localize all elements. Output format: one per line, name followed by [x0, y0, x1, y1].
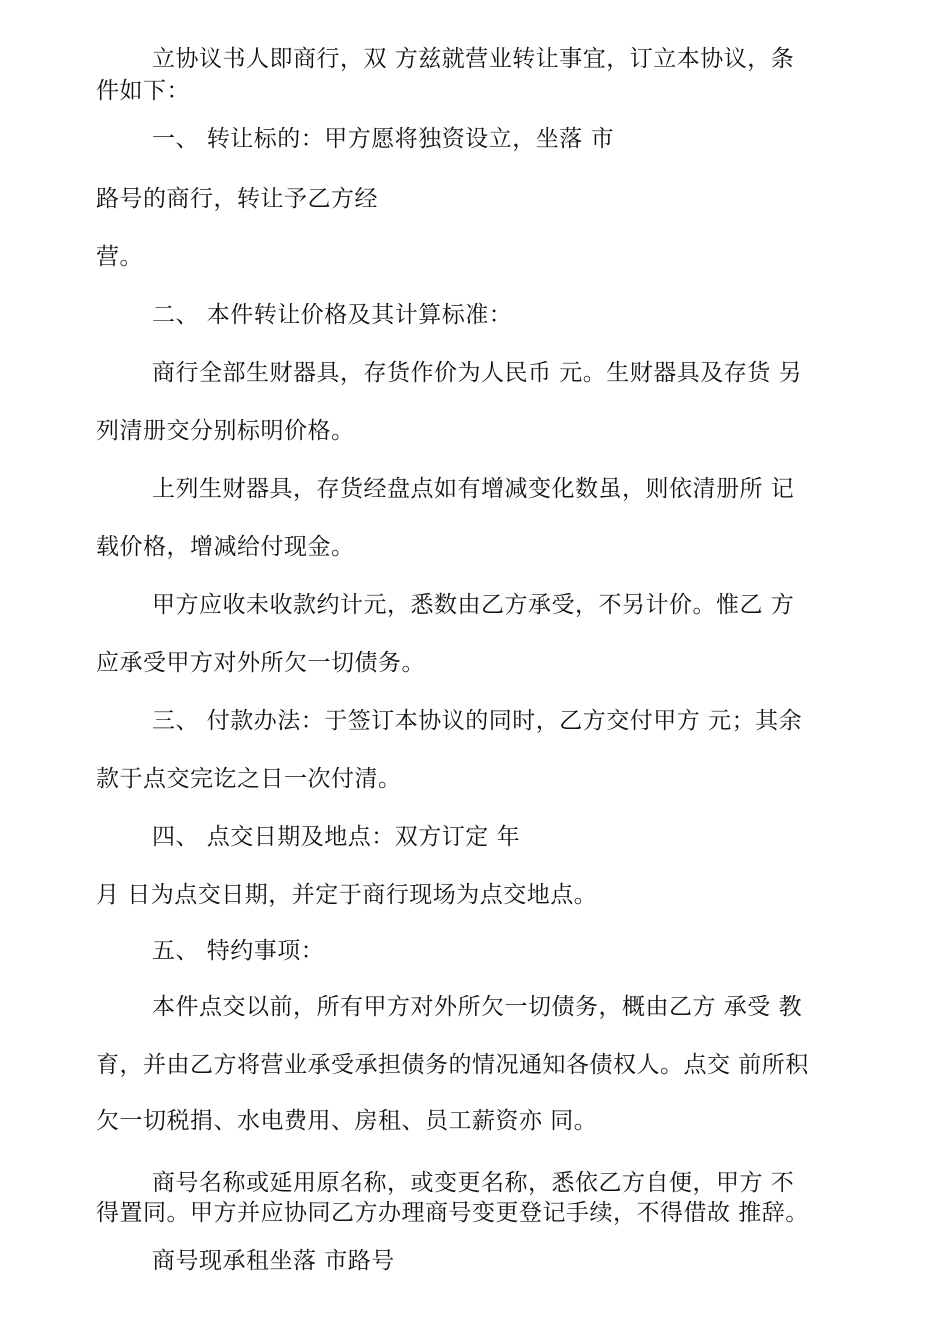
paragraph-line: 立协议书人即商行，双 方兹就营业转让事宜，订立本协议，条 — [152, 46, 795, 72]
section-heading-3: 三、 付款办法：于签订本协议的同时，乙方交付甲方 元；其余 — [152, 708, 803, 734]
section-heading-5: 五、 特约事项： — [152, 938, 325, 964]
section-heading-2: 二、 本件转让价格及其计算标准： — [152, 302, 513, 328]
paragraph-line: 应承受甲方对外所欠一切债务。 — [96, 650, 425, 676]
paragraph-line: 商行全部生财器具，存货作价为人民币 元。生财器具及存货 另 — [152, 360, 803, 386]
paragraph-line: 路号的商行，转让予乙方经 — [96, 186, 378, 212]
paragraph-line: 得置同。甲方并应协同乙方办理商号变更登记手续，不得借故 推辞。 — [96, 1200, 809, 1226]
paragraph-line: 商号现承租坐落 市路号 — [152, 1248, 395, 1274]
section-heading-4: 四、 点交日期及地点：双方订定 年 — [152, 824, 521, 850]
paragraph-line: 育，并由乙方将营业承受承担债务的情况通知各债权人。点交 前所积 — [96, 1052, 809, 1078]
paragraph-line: 上列生财器具，存货经盘点如有增减变化数虽，则依清册所 记 — [152, 476, 795, 502]
paragraph-line: 甲方应收未收款约计元，悉数由乙方承受，不另计价。惟乙 方 — [152, 592, 795, 618]
paragraph-line: 件如下： — [96, 78, 190, 104]
paragraph-line: 本件点交以前，所有甲方对外所欠一切债务，概由乙方 承受 教 — [152, 994, 803, 1020]
paragraph-line: 欠一切税捐、水电费用、房租、员工薪资亦 同。 — [96, 1108, 598, 1134]
paragraph-line: 商号名称或延用原名称，或变更名称，悉依乙方自便，甲方 不 — [152, 1170, 795, 1196]
paragraph-line: 列清册交分别标明价格。 — [96, 418, 355, 444]
paragraph-line: 月 日为点交日期，并定于商行现场为点交地点。 — [96, 882, 598, 908]
paragraph-line: 款于点交完讫之日一次付清。 — [96, 766, 402, 792]
paragraph-line: 营。 — [96, 244, 143, 270]
paragraph-line: 载价格，增减给付现金。 — [96, 534, 355, 560]
section-heading-1: 一、 转让标的：甲方愿将独资设立，坐落 市 — [152, 126, 615, 152]
